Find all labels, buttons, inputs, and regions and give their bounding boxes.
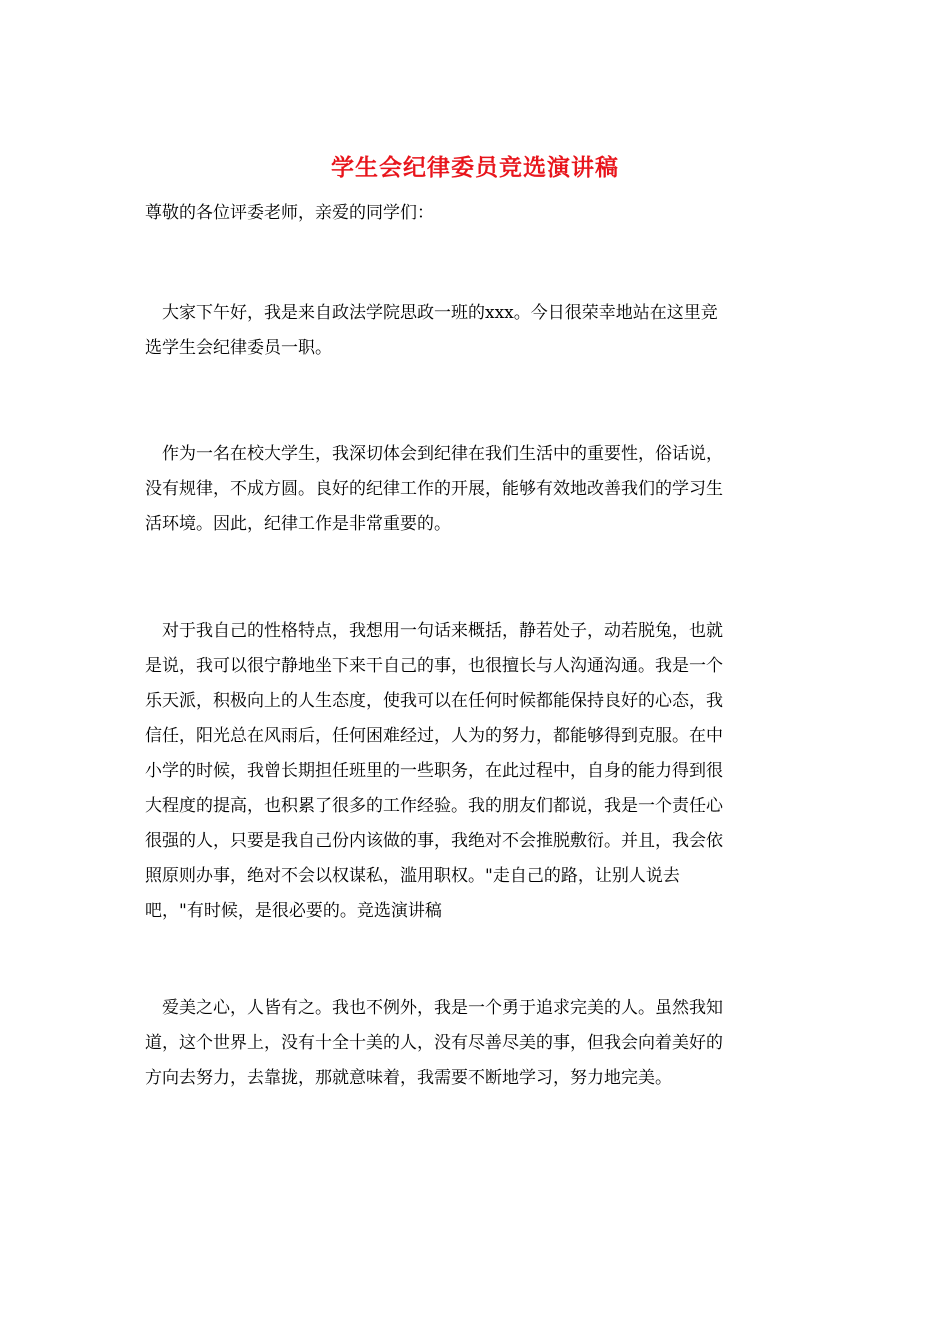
salutation: 尊敬的各位评委老师，亲爱的同学们： <box>145 203 434 223</box>
text-line: 信任，阳光总在风雨后，任何困难经过，人为的努力，都能够得到克服。在中 <box>145 726 723 746</box>
text-line: 大家下午好，我是来自政法学院思政一班的xxx。今日很荣幸地站在这里竞 <box>145 303 718 323</box>
text-line: 活环境。因此，纪律工作是非常重要的。 <box>145 514 451 534</box>
paragraph-1 <box>145 296 801 366</box>
paragraph-4 <box>145 991 801 1096</box>
text-line: 吧，"有时候，是很必要的。竞选演讲稿 <box>145 901 442 921</box>
text-line: 很强的人，只要是我自己份内该做的事，我绝对不会推脱敷衍。并且，我会依 <box>145 831 723 851</box>
text-line: 选学生会纪律委员一职。 <box>145 338 332 358</box>
text-line: 照原则办事，绝对不会以权谋私，滥用职权。"走自己的路，让别人说去 <box>145 866 680 886</box>
text-line: 是说，我可以很宁静地坐下来干自己的事，也很擅长与人沟通沟通。我是一个 <box>145 656 723 676</box>
text-line: 小学的时候，我曾长期担任班里的一些职务，在此过程中，自身的能力得到很 <box>145 761 723 781</box>
text-line: 爱美之心，人皆有之。我也不例外，我是一个勇于追求完美的人。虽然我知 <box>145 998 723 1018</box>
text-line: 大程度的提高，也积累了很多的工作经验。我的朋友们都说，我是一个责任心 <box>145 796 723 816</box>
text-line: 乐天派，积极向上的人生态度，使我可以在任何时候都能保持良好的心态，我 <box>145 691 723 711</box>
text-line: 对于我自己的性格特点，我想用一句话来概括，静若处子，动若脱兔，也就 <box>145 621 723 641</box>
text-line: 道，这个世界上，没有十全十美的人，没有尽善尽美的事，但我会向着美好的 <box>145 1033 723 1053</box>
paragraph-2 <box>145 437 801 542</box>
text-line: 作为一名在校大学生，我深切体会到纪律在我们生活中的重要性，俗话说， <box>145 444 723 464</box>
text-line: 没有规律，不成方圆。良好的纪律工作的开展，能够有效地改善我们的学习生 <box>145 479 723 499</box>
paragraph-3 <box>145 614 801 929</box>
document-title: 学生会纪律委员竞选演讲稿 <box>331 154 619 181</box>
text-line: 方向去努力，去靠拢，那就意味着，我需要不断地学习，努力地完美。 <box>145 1068 672 1088</box>
